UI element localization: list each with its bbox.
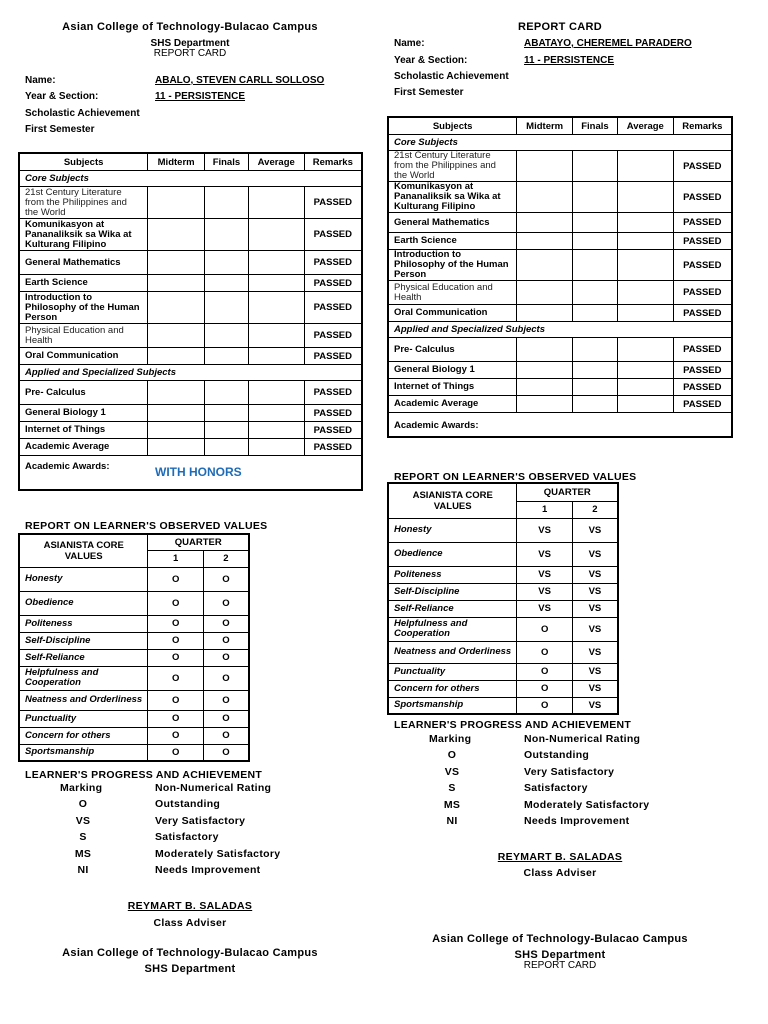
q2-rating: O xyxy=(203,649,249,666)
remark: PASSED xyxy=(673,213,732,233)
col-header-remarks: Remarks xyxy=(673,117,732,135)
table-row xyxy=(19,690,249,710)
remark: PASSED xyxy=(673,305,732,322)
value-name: Politeness xyxy=(388,566,517,583)
value-name: Self-Discipline xyxy=(388,583,517,600)
footer-department: SHS Department xyxy=(144,963,236,975)
legend-mark: NI xyxy=(446,815,458,827)
legend-rating: Outstanding xyxy=(155,798,221,810)
report-card-title: REPORT CARD xyxy=(153,48,227,59)
table-row xyxy=(388,396,732,413)
awards-value: WITH HONORS xyxy=(155,465,242,479)
remark: PASSED xyxy=(673,281,732,305)
col-header-finals: Finals xyxy=(573,117,618,135)
subject-name: Earth Science xyxy=(19,275,148,292)
quarter-2-header: 2 xyxy=(203,550,249,567)
table-row xyxy=(19,324,362,348)
q1-rating: VS xyxy=(517,583,572,600)
legend-col-marking-right: Marking xyxy=(429,733,472,745)
q2-rating: VS xyxy=(572,617,618,641)
legend-mark: NI xyxy=(77,864,89,876)
col-header-midterm: Midterm xyxy=(517,117,573,135)
subject-name: Physical Education and Health xyxy=(19,324,148,348)
q2-rating: VS xyxy=(572,641,618,663)
footer-department-right: SHS Department xyxy=(514,949,606,961)
q2-rating: O xyxy=(203,567,249,591)
subject-name: General Biology 1 xyxy=(19,405,148,422)
remark: PASSED xyxy=(304,219,362,251)
table-row xyxy=(388,518,618,542)
table-row xyxy=(19,591,249,615)
value-name: Self-Discipline xyxy=(19,632,148,649)
q2-rating: VS xyxy=(572,680,618,697)
q1-rating: O xyxy=(517,663,572,680)
table-row xyxy=(19,615,249,632)
remark: PASSED xyxy=(673,250,732,281)
subject-name: Pre- Calculus xyxy=(19,381,148,405)
value-name: Obedience xyxy=(19,591,148,615)
q1-rating: O xyxy=(148,567,203,591)
value-name: Punctuality xyxy=(19,710,148,727)
subject-name: General Mathematics xyxy=(388,213,517,233)
subject-name: Physical Education and Health xyxy=(388,281,517,305)
q2-rating: VS xyxy=(572,663,618,680)
grades-table-right xyxy=(387,116,733,438)
q1-rating: VS xyxy=(517,518,572,542)
table-row xyxy=(388,583,618,600)
col-header-remarks: Remarks xyxy=(304,153,362,171)
value-name: Sportsmanship xyxy=(19,744,148,761)
value-name: Concern for others xyxy=(388,680,517,697)
table-row xyxy=(388,697,618,714)
legend-col-marking: Marking xyxy=(60,782,103,794)
core-subjects-label: Core Subjects xyxy=(19,171,362,187)
table-row xyxy=(388,566,618,583)
q1-rating: O xyxy=(148,632,203,649)
values-table-left xyxy=(18,533,250,762)
q1-rating: O xyxy=(517,680,572,697)
legend-title: LEARNER'S PROGRESS AND ACHIEVEMENT xyxy=(25,769,263,781)
value-name: Self-Reliance xyxy=(388,600,517,617)
remark: PASSED xyxy=(304,187,362,219)
legend-mark: O xyxy=(447,749,457,761)
footer-report-card-title-right: REPORT CARD xyxy=(523,960,597,971)
legend-rating: Moderately Satisfactory xyxy=(524,799,650,811)
value-name: Helpfulness and Cooperation xyxy=(19,666,148,690)
table-row xyxy=(19,381,362,405)
legend-col-rating: Non-Numerical Rating xyxy=(155,782,272,794)
value-name: Punctuality xyxy=(388,663,517,680)
table-row xyxy=(19,219,362,251)
q2-rating: VS xyxy=(572,566,618,583)
q2-rating: O xyxy=(203,710,249,727)
col-header-subjects: Subjects xyxy=(19,153,148,171)
subject-name: Internet of Things xyxy=(388,379,517,396)
table-row xyxy=(19,187,362,219)
q1-rating: O xyxy=(148,649,203,666)
table-row xyxy=(388,379,732,396)
legend-mark: S xyxy=(79,831,87,843)
q2-rating: VS xyxy=(572,697,618,714)
section-label-right: Year & Section: xyxy=(394,55,468,66)
quarter-1-header: 1 xyxy=(148,550,203,567)
value-name: Self-Reliance xyxy=(19,649,148,666)
col-header-midterm: Midterm xyxy=(148,153,205,171)
q2-rating: VS xyxy=(572,518,618,542)
table-row xyxy=(19,649,249,666)
table-row xyxy=(388,338,732,362)
q1-rating: O xyxy=(148,666,203,690)
footer-school-name: Asian College of Technology-Bulacao Campus xyxy=(62,947,318,959)
semester-label-right: First Semester xyxy=(394,87,464,98)
remark: PASSED xyxy=(673,233,732,250)
subject-name: Komunikasyon at Pananaliksik sa Wika at Kulturang Filipino xyxy=(388,182,517,213)
col-header-average: Average xyxy=(248,153,304,171)
school-name: Asian College of Technology-Bulacao Campus xyxy=(62,21,318,33)
q1-rating: O xyxy=(148,727,203,744)
awards-row xyxy=(388,413,732,437)
subject-name: Academic Average xyxy=(388,396,517,413)
remark: PASSED xyxy=(304,275,362,292)
remark: PASSED xyxy=(673,151,732,182)
table-row xyxy=(388,151,732,182)
remark: PASSED xyxy=(304,348,362,365)
subject-name: Oral Communication xyxy=(388,305,517,322)
remark: PASSED xyxy=(673,396,732,413)
table-row xyxy=(388,542,618,566)
core-subjects-label: Core Subjects xyxy=(388,135,732,151)
remark: PASSED xyxy=(304,405,362,422)
legend-mark: S xyxy=(448,782,456,794)
legend-rating: Needs Improvement xyxy=(524,815,630,827)
remark: PASSED xyxy=(673,182,732,213)
value-name: Honesty xyxy=(19,567,148,591)
subject-name: Academic Average xyxy=(19,439,148,456)
q2-rating: VS xyxy=(572,583,618,600)
q1-rating: O xyxy=(148,744,203,761)
legend-mark: MS xyxy=(74,848,92,860)
table-row xyxy=(19,348,362,365)
q1-rating: O xyxy=(517,641,572,663)
value-name: Helpfulness and Cooperation xyxy=(388,617,517,641)
q1-rating: VS xyxy=(517,542,572,566)
q2-rating: VS xyxy=(572,542,618,566)
table-row xyxy=(388,617,618,641)
table-row xyxy=(19,632,249,649)
table-row xyxy=(388,362,732,379)
remark: PASSED xyxy=(673,338,732,362)
subject-name: Introduction to Philosophy of the Human Person xyxy=(388,250,517,281)
quarter-header: QUARTER xyxy=(517,483,618,501)
legend-rating: Very Satisfactory xyxy=(524,766,615,778)
remark: PASSED xyxy=(304,381,362,405)
legend-rating: Moderately Satisfactory xyxy=(155,848,281,860)
report-card-title-right: REPORT CARD xyxy=(518,21,602,33)
table-row xyxy=(19,439,362,456)
value-name: Honesty xyxy=(388,518,517,542)
subject-name: Pre- Calculus xyxy=(388,338,517,362)
table-row xyxy=(388,680,618,697)
legend-mark: VS xyxy=(444,766,460,778)
q1-rating: VS xyxy=(517,600,572,617)
table-row xyxy=(388,305,732,322)
awards-label: Academic Awards: xyxy=(394,420,479,432)
q2-rating: O xyxy=(203,615,249,632)
awards-label: Academic Awards: xyxy=(25,461,110,472)
legend-rating: Satisfactory xyxy=(524,782,588,794)
quarter-2-header: 2 xyxy=(572,501,618,518)
q1-rating: O xyxy=(148,591,203,615)
remark: PASSED xyxy=(304,422,362,439)
value-name: Concern for others xyxy=(19,727,148,744)
quarter-header: QUARTER xyxy=(148,534,249,550)
table-row xyxy=(19,567,249,591)
adviser-role: Class Adviser xyxy=(153,917,227,929)
q1-rating: O xyxy=(148,690,203,710)
col-header-subjects: Subjects xyxy=(388,117,517,135)
table-row xyxy=(19,666,249,690)
table-row xyxy=(388,641,618,663)
table-row xyxy=(388,233,732,250)
q2-rating: O xyxy=(203,727,249,744)
q1-rating: O xyxy=(148,710,203,727)
subject-name: Komunikasyon at Pananaliksik sa Wika at Kulturang Filipino xyxy=(19,219,148,251)
value-name: Obedience xyxy=(388,542,517,566)
table-row xyxy=(19,710,249,727)
q1-rating: VS xyxy=(517,566,572,583)
student-name: ABALO, STEVEN CARLL SOLLOSO xyxy=(155,75,325,86)
scholastic-achievement-label: Scholastic Achievement xyxy=(25,108,140,119)
semester-label: First Semester xyxy=(25,124,95,135)
legend-mark: O xyxy=(78,798,88,810)
table-row xyxy=(388,250,732,281)
table-row xyxy=(19,405,362,422)
applied-subjects-label: Applied and Specialized Subjects xyxy=(388,322,732,338)
table-row xyxy=(19,744,249,761)
table-row xyxy=(19,292,362,324)
legend-rating: Outstanding xyxy=(524,749,590,761)
table-row xyxy=(388,182,732,213)
subject-name: Introduction to Philosophy of the Human Person xyxy=(19,292,148,324)
q1-rating: O xyxy=(148,615,203,632)
core-values-header: ASIANISTA CORE VALUES xyxy=(388,483,517,518)
footer-school-name-right: Asian College of Technology-Bulacao Campus xyxy=(432,933,688,945)
subject-name: 21st Century Literature from the Philippines and the World xyxy=(19,187,148,219)
values-title-right: REPORT ON LEARNER'S OBSERVED VALUES xyxy=(394,471,637,483)
legend-mark: VS xyxy=(75,815,91,827)
remark: PASSED xyxy=(304,439,362,456)
adviser-name: REYMART B. SALADAS xyxy=(127,900,253,912)
value-name: Politeness xyxy=(19,615,148,632)
table-row xyxy=(388,663,618,680)
legend-rating: Very Satisfactory xyxy=(155,815,246,827)
section-label: Year & Section: xyxy=(25,91,99,102)
table-row xyxy=(19,422,362,439)
value-name: Sportsmanship xyxy=(388,697,517,714)
scholastic-achievement-label-right: Scholastic Achievement xyxy=(394,71,509,82)
remark: PASSED xyxy=(304,251,362,275)
student-section: 11 - PERSISTENCE xyxy=(155,91,246,102)
subject-name: Earth Science xyxy=(388,233,517,250)
q1-rating: O xyxy=(517,617,572,641)
remark: PASSED xyxy=(304,292,362,324)
legend-rating: Satisfactory xyxy=(155,831,219,843)
quarter-1-header: 1 xyxy=(517,501,572,518)
core-values-header: ASIANISTA CORE VALUES xyxy=(19,534,148,567)
q2-rating: O xyxy=(203,632,249,649)
col-header-finals: Finals xyxy=(205,153,249,171)
col-header-average: Average xyxy=(617,117,673,135)
table-row xyxy=(19,251,362,275)
department-name: SHS Department xyxy=(150,38,230,49)
table-row xyxy=(388,281,732,305)
subject-name: General Mathematics xyxy=(19,251,148,275)
value-name: Neatness and Orderliness xyxy=(388,641,517,663)
student-name-right: ABATAYO, CHEREMEL PARADERO xyxy=(524,38,692,49)
remark: PASSED xyxy=(673,379,732,396)
values-table-right xyxy=(387,482,619,715)
table-row xyxy=(388,213,732,233)
adviser-role-right: Class Adviser xyxy=(523,867,597,879)
grades-table-left xyxy=(18,152,363,491)
name-label-right: Name: xyxy=(394,38,425,49)
subject-name: General Biology 1 xyxy=(388,362,517,379)
legend-mark: MS xyxy=(443,799,461,811)
remark: PASSED xyxy=(673,362,732,379)
adviser-name-right: REYMART B. SALADAS xyxy=(497,851,623,863)
q2-rating: O xyxy=(203,591,249,615)
q2-rating: O xyxy=(203,744,249,761)
student-section-right: 11 - PERSISTENCE xyxy=(524,55,615,66)
table-row xyxy=(19,275,362,292)
values-title: REPORT ON LEARNER'S OBSERVED VALUES xyxy=(25,520,268,532)
table-row xyxy=(388,600,618,617)
legend-col-rating-right: Non-Numerical Rating xyxy=(524,733,641,745)
remark: PASSED xyxy=(304,324,362,348)
q1-rating: O xyxy=(517,697,572,714)
table-row xyxy=(19,727,249,744)
q2-rating: VS xyxy=(572,600,618,617)
awards-row xyxy=(19,456,362,490)
value-name: Neatness and Orderliness xyxy=(19,690,148,710)
legend-rating: Needs Improvement xyxy=(155,864,261,876)
subject-name: Internet of Things xyxy=(19,422,148,439)
legend-title-right: LEARNER'S PROGRESS AND ACHIEVEMENT xyxy=(394,719,632,731)
q2-rating: O xyxy=(203,690,249,710)
q2-rating: O xyxy=(203,666,249,690)
subject-name: 21st Century Literature from the Philippines and the World xyxy=(388,151,517,182)
name-label: Name: xyxy=(25,75,56,86)
applied-subjects-label: Applied and Specialized Subjects xyxy=(19,365,362,381)
subject-name: Oral Communication xyxy=(19,348,148,365)
